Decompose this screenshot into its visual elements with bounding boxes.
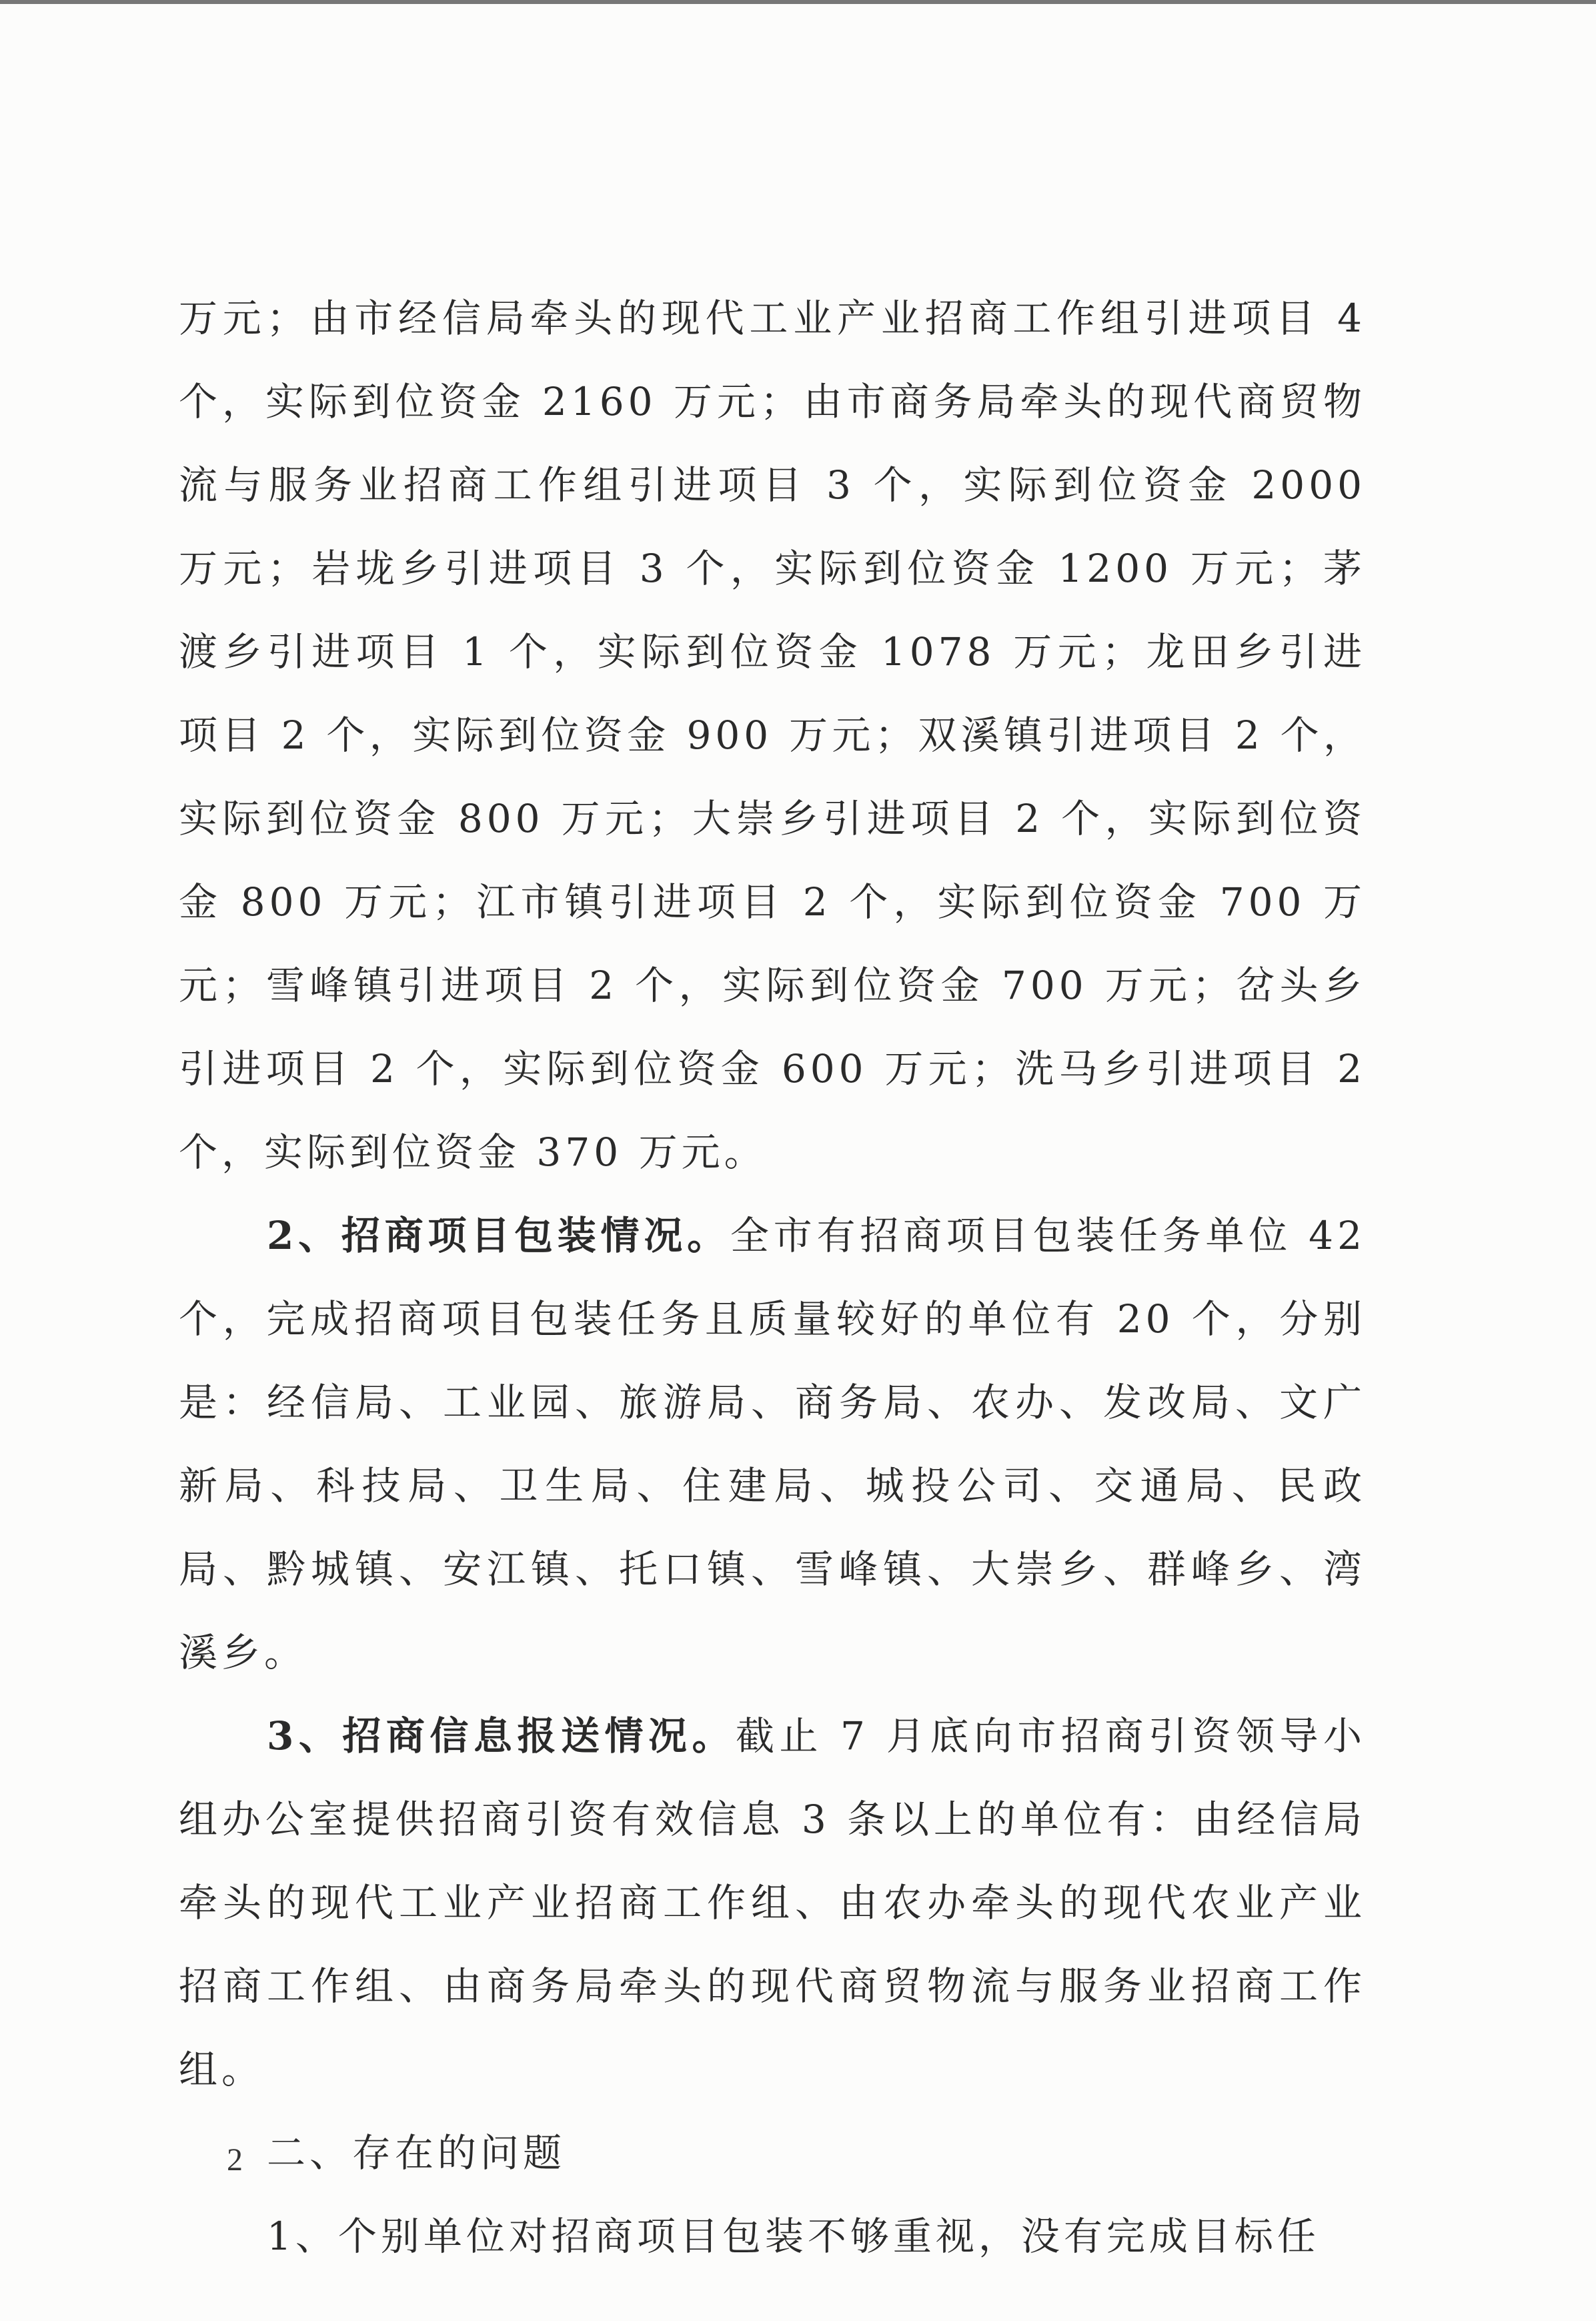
paragraph-info-reporting [179,1695,1366,2112]
paragraph-text: 万元；由市经信局牵头的现代工业产业招商工作组引进项目 4 个，实际到位资金 2160 万元；由市商务局牵头的现代商贸物流与服务业招商工作组引进项目 3 个，实际到位资金 2000 万元；岩垅乡引进项目 3 个，实际到位资金 1200 万元；茅渡乡引进项目 1 个，实际到位资金 1078 万元；龙田乡引进项目 2 个，实际到位资金 900 万元；双溪镇引进项目 2 个，实际到位资金 800 万元；大崇乡引进项目 2 个，实际到位资金 800 万元；江市镇引进项目 2 个，实际到位资金 700 万元；雪峰镇引进项目 2 个，实际到位资金 700 万元；岔头乡引进项目 2 个，实际到位资金 600 万元；洗马乡引进项目 2 个，实际到位资金 370 万元。 [179,296,1366,1175]
scan-top-edge [0,0,1596,4]
paragraph-text: 截止 7 月底向市招商引资领导小组办公室提供招商引资有效信息 3 条以上的单位有：由经信局牵头的现代工业产业招商工作组、由农办牵头的现代农业产业招商工作组、由商务局牵头的现代商贸物流与服务业招商工作组。 [179,1713,1366,2092]
section-heading-problems: 二、存在的问题 [267,2130,566,2176]
paragraph-lead: 3、招商信息报送情况。 [267,1713,736,1759]
paragraph-lead: 2、招商项目包装情况。 [267,1213,730,1258]
paragraph-text: 全市有招商项目包装任务单位 42 个，完成招商项目包装任务且质量较好的单位有 20 个，分别是：经信局、工业园、旅游局、商务局、农办、发改局、文广新局、科技局、卫生局、住建局、城投公司、交通局、民政局、黔城镇、安江镇、托口镇、雪峰镇、大崇乡、群峰乡、湾溪乡。 [179,1213,1366,1675]
paragraph-investment-results [179,277,1366,1194]
document-body [179,277,1366,2278]
paragraph-problem-1: 1、个别单位对招商项目包装不够重视，没有完成目标任 [267,2214,1320,2259]
paragraph-project-packaging [179,1194,1366,1695]
page-number: 2 [227,2142,243,2178]
